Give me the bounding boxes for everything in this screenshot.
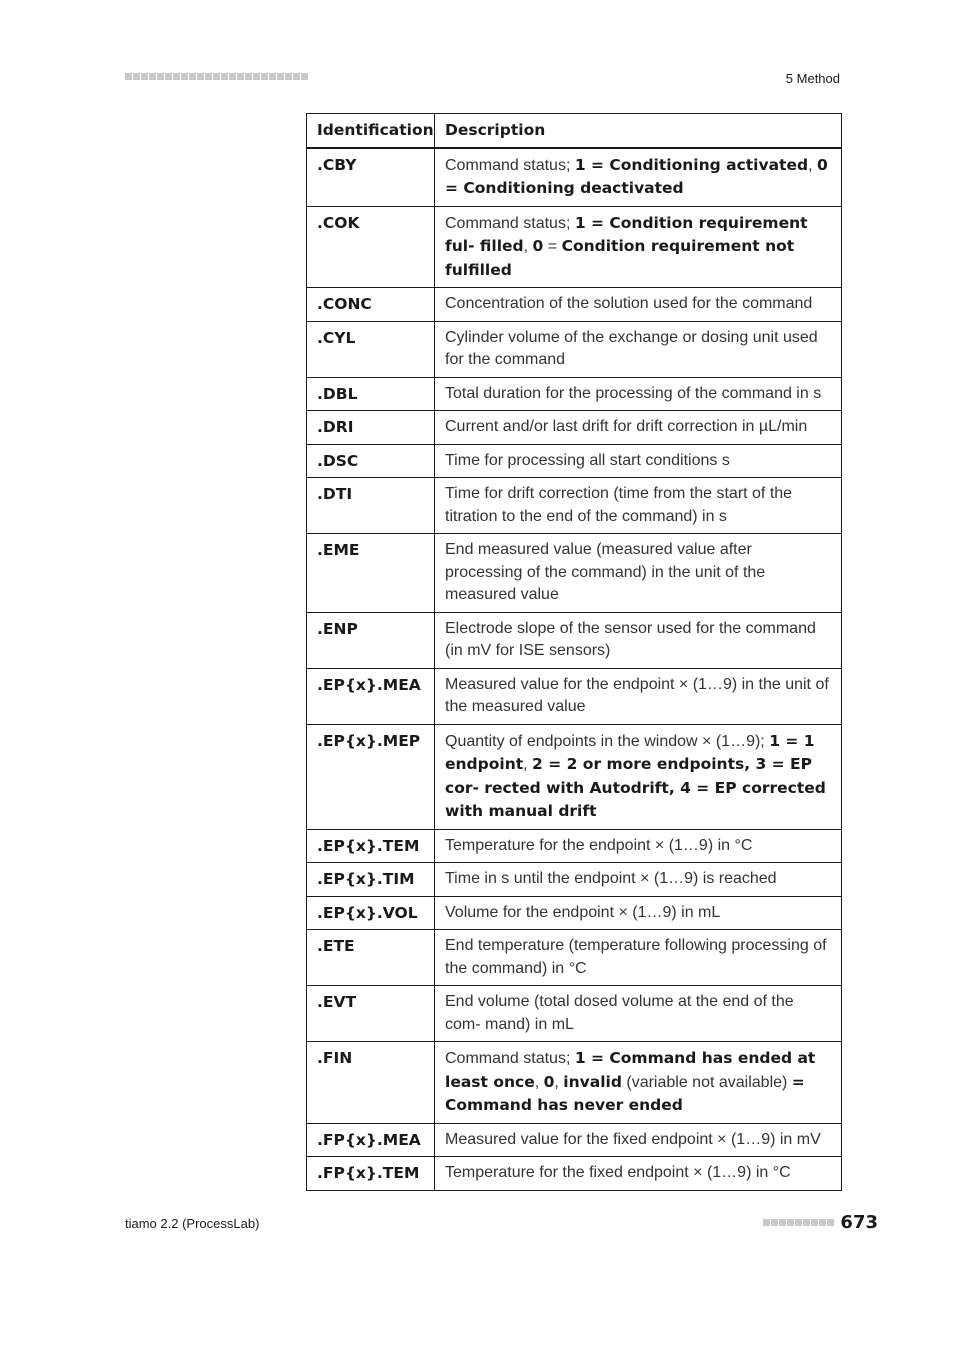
identification-cell: .DBL — [307, 377, 435, 411]
description-cell — [435, 896, 842, 930]
decorative-square — [803, 1219, 810, 1226]
identification-cell: .CBY — [307, 148, 435, 207]
description-cell — [435, 444, 842, 478]
description-text: Volume for the endpoint × (1…9) in mL — [445, 903, 721, 921]
description-emphasis: 2 = 2 or more endpoints, 3 = EP cor- rected with Autodrift, 4 = EP corrected with manual drift — [445, 755, 826, 820]
identification-cell: .CYL — [307, 321, 435, 377]
description-cell — [435, 863, 842, 897]
description-text: Command status; — [445, 1050, 575, 1067]
description-text: Temperature for the endpoint × (1…9) in °C — [445, 836, 753, 854]
decorative-square — [827, 1219, 834, 1226]
description-cell — [435, 1042, 842, 1124]
decorative-square — [795, 1219, 802, 1226]
description-cell — [435, 377, 842, 411]
table-row — [307, 724, 842, 829]
decorative-square — [133, 73, 140, 80]
description-cell — [435, 321, 842, 377]
description-text: End volume (total dosed volume at the end of the com- mand) in mL — [445, 993, 794, 1033]
description-emphasis: Condition requirement not fulfilled — [445, 237, 795, 279]
footer-page-info — [763, 1212, 878, 1233]
description-text: End temperature (temperature following processing of the command) in °C — [445, 937, 827, 977]
decorative-square — [811, 1219, 818, 1226]
description-text: , — [534, 1073, 544, 1091]
identification-cell: .EP{x}.TIM — [307, 863, 435, 897]
header-decoration — [125, 73, 308, 80]
identification-cell: .EVT — [307, 986, 435, 1042]
description-cell — [435, 478, 842, 534]
table-row — [307, 930, 842, 986]
table-row — [307, 377, 842, 411]
decorative-square — [771, 1219, 778, 1226]
description-cell — [435, 724, 842, 829]
identification-cell: .ENP — [307, 612, 435, 668]
table-row — [307, 444, 842, 478]
table-row — [307, 1123, 842, 1157]
decorative-square — [197, 73, 204, 80]
description-text: Cylinder volume of the exchange or dosing unit used for the command — [445, 328, 818, 368]
table-row — [307, 288, 842, 322]
decorative-square — [157, 73, 164, 80]
description-cell — [435, 1157, 842, 1191]
identification-cell: .FP{x}.MEA — [307, 1123, 435, 1157]
description-text: Measured value for the fixed endpoint × (1…9) in mV — [445, 1130, 821, 1148]
decorative-square — [189, 73, 196, 80]
decorative-square — [763, 1219, 770, 1226]
description-emphasis: 1 = 1 endpoint — [445, 731, 815, 773]
table-row — [307, 411, 842, 445]
table-row — [307, 668, 842, 724]
page-number: 673 — [840, 1212, 878, 1233]
decorative-square — [245, 73, 252, 80]
table-row — [307, 986, 842, 1042]
description-text: , — [523, 756, 533, 773]
column-header-description: Description — [435, 114, 842, 148]
identification-cell: .DSC — [307, 444, 435, 478]
description-text: Time for processing all start conditions s — [445, 451, 730, 469]
decorative-square — [237, 73, 244, 80]
column-header-identification: Identification — [307, 114, 435, 148]
description-emphasis: = Command has never ended — [445, 1072, 805, 1114]
decorative-square — [261, 73, 268, 80]
description-text: Total duration for the processing of the command in s — [445, 384, 822, 402]
identification-cell: .FP{x}.TEM — [307, 1157, 435, 1191]
decorative-square — [285, 73, 292, 80]
table-row — [307, 206, 842, 288]
identification-cell: .CONC — [307, 288, 435, 322]
table-row — [307, 896, 842, 930]
description-emphasis: 0 — [543, 1072, 555, 1091]
description-text: , — [808, 156, 817, 174]
description-text: Time in s until the endpoint × (1…9) is reached — [445, 870, 777, 887]
decorative-square — [819, 1219, 826, 1226]
table-row — [307, 148, 842, 207]
description-cell — [435, 986, 842, 1042]
decorative-square — [779, 1219, 786, 1226]
decorative-square — [269, 73, 276, 80]
decorative-square — [165, 73, 172, 80]
description-cell — [435, 668, 842, 724]
decorative-square — [149, 73, 156, 80]
decorative-square — [173, 73, 180, 80]
description-text: Temperature for the fixed endpoint × (1…9) in °C — [445, 1164, 791, 1181]
decorative-square — [221, 73, 228, 80]
description-cell — [435, 288, 842, 322]
description-text: Electrode slope of the sensor used for the command (in mV for ISE sensors) — [445, 619, 816, 659]
variables-table — [306, 113, 842, 1191]
table-row — [307, 612, 842, 668]
decorative-square — [205, 73, 212, 80]
decorative-square — [125, 73, 132, 80]
description-emphasis: 0 — [532, 237, 544, 255]
footer-product: tiamo 2.2 (ProcessLab) — [125, 1216, 260, 1231]
table-row — [307, 829, 842, 863]
decorative-square — [181, 73, 188, 80]
description-text: Current and/or last drift for drift correction in µL/min — [445, 418, 808, 435]
description-text: , — [523, 238, 533, 255]
identification-cell: .ETE — [307, 930, 435, 986]
description-emphasis: 1 = Command has ended at least once — [445, 1049, 816, 1091]
identification-cell: .EME — [307, 534, 435, 613]
table-row — [307, 1157, 842, 1191]
table-body — [307, 148, 842, 1191]
description-cell — [435, 148, 842, 207]
description-emphasis: 0 = Conditioning deactivated — [445, 155, 828, 197]
section-title: 5 Method — [785, 71, 840, 86]
description-emphasis: 1 = Condition requirement ful- filled — [445, 213, 808, 255]
description-emphasis: 1 = Conditioning activated — [574, 155, 809, 174]
decorative-square — [141, 73, 148, 80]
decorative-square — [301, 73, 308, 80]
description-cell — [435, 612, 842, 668]
description-cell — [435, 411, 842, 445]
decorative-square — [253, 73, 260, 80]
identification-cell: .EP{x}.MEA — [307, 668, 435, 724]
identification-cell: .COK — [307, 206, 435, 288]
identification-cell: .DRI — [307, 411, 435, 445]
description-cell — [435, 206, 842, 288]
description-text: , — [554, 1073, 564, 1091]
description-text: Command status; — [445, 214, 575, 232]
description-text: Quantity of endpoints in the window × (1…9); — [445, 732, 770, 750]
description-cell — [435, 829, 842, 863]
table-header-row — [307, 114, 842, 148]
identification-cell: .DTI — [307, 478, 435, 534]
table-row — [307, 478, 842, 534]
description-text: Command status; — [445, 156, 575, 174]
description-text: = — [543, 238, 562, 255]
description-text: Measured value for the endpoint × (1…9) in the unit of the measured value — [445, 675, 829, 715]
identification-cell: .FIN — [307, 1042, 435, 1124]
description-text: Concentration of the solution used for the command — [445, 295, 813, 312]
description-text: End measured value (measured value after processing of the command) in the unit of the measured value — [445, 541, 766, 603]
decorative-square — [277, 73, 284, 80]
table-row — [307, 534, 842, 613]
identification-cell: .EP{x}.TEM — [307, 829, 435, 863]
description-cell — [435, 1123, 842, 1157]
description-cell — [435, 534, 842, 613]
description-text: Time for drift correction (time from the start of the titration to the end of the command) in s — [445, 485, 793, 525]
table-row — [307, 863, 842, 897]
decorative-square — [293, 73, 300, 80]
table-row — [307, 1042, 842, 1124]
description-emphasis: invalid — [563, 1072, 622, 1091]
footer-decoration — [763, 1219, 834, 1226]
description-text: (variable not available) — [621, 1073, 792, 1091]
table-row — [307, 321, 842, 377]
decorative-square — [787, 1219, 794, 1226]
decorative-square — [213, 73, 220, 80]
identification-cell: .EP{x}.VOL — [307, 896, 435, 930]
identification-cell: .EP{x}.MEP — [307, 724, 435, 829]
description-cell — [435, 930, 842, 986]
decorative-square — [229, 73, 236, 80]
